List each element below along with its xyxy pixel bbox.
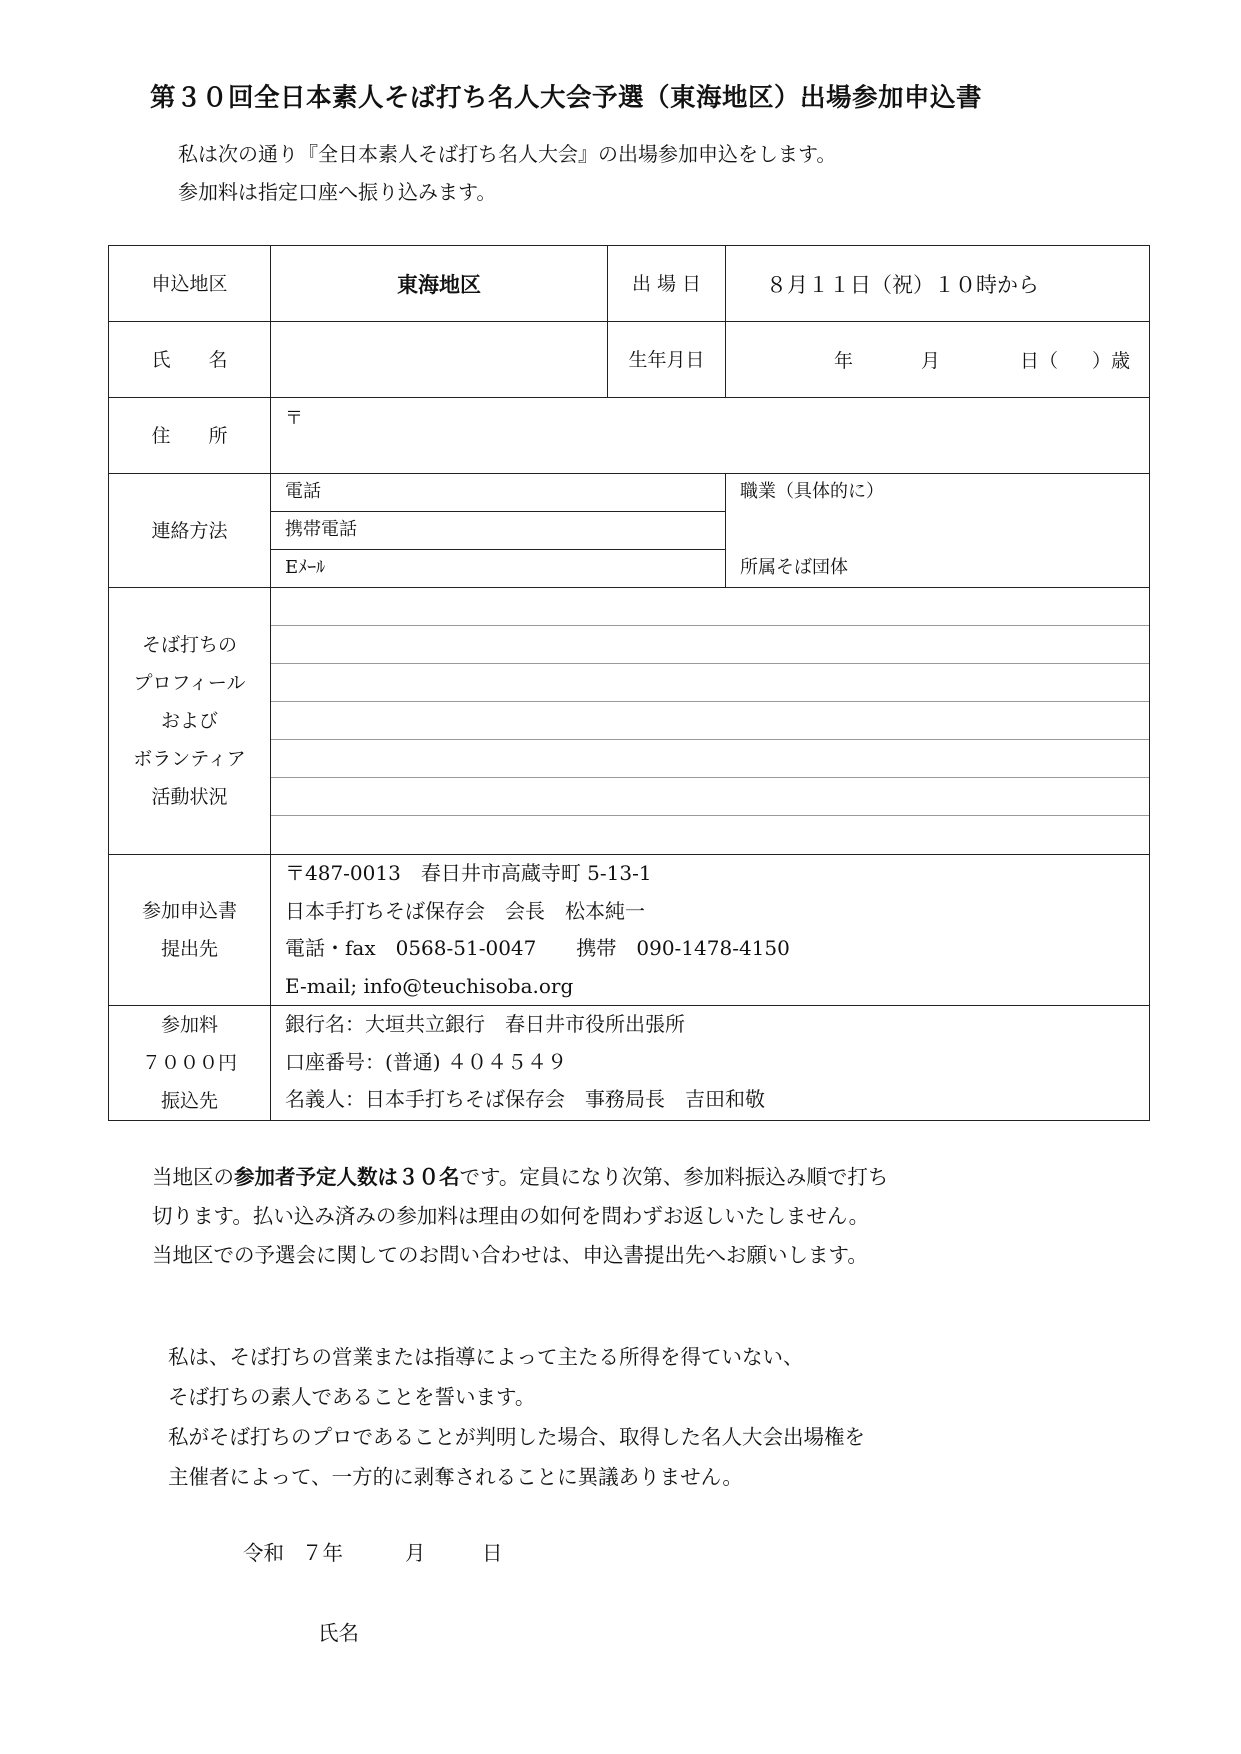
date-label: 出 場 日 xyxy=(608,246,726,322)
region-value: 東海地区 xyxy=(271,246,608,322)
pledge-line-4: 主催者によって、一方的に剥奪されることに異議ありません。 xyxy=(168,1465,743,1489)
submit-line-postal: 〒487-0013 春日井市高蔵寺町 5-13-1 xyxy=(285,861,652,885)
note-line-2: 切ります。払い込み済みの参加料は理由の如何を問わずお返しいたしません。 xyxy=(152,1204,870,1228)
submit-line-phone: 電話・fax 0568-51-0047 携帯 090-1478-4150 xyxy=(285,936,790,960)
note-line-1-pre: 当地区の xyxy=(152,1165,234,1189)
birth-month: 月 xyxy=(921,350,941,372)
application-form xyxy=(108,245,1150,1121)
birth-year: 年 xyxy=(834,350,854,372)
signature-label: 氏名 xyxy=(318,1621,359,1645)
profile-label-line: および xyxy=(160,710,218,732)
profile-rule xyxy=(271,702,1149,740)
region-label: 申込地区 xyxy=(109,246,271,322)
name-field[interactable] xyxy=(271,322,608,398)
fee-label-line: 振込先 xyxy=(160,1090,218,1112)
mobile-field[interactable]: 携帯電話 xyxy=(271,512,725,550)
profile-rule xyxy=(271,588,1149,626)
intro-line-2: 参加料は指定口座へ振り込みます。 xyxy=(178,180,497,204)
date-era: 令和 xyxy=(243,1541,284,1565)
postal-mark: 〒 xyxy=(285,408,303,429)
email-field[interactable]: Eﾒｰﾙ xyxy=(285,557,326,578)
bank-holder: 名義人：日本手打ちそば保存会 事務局長 吉田和敬 xyxy=(285,1087,765,1111)
birth-label: 生年月日 xyxy=(608,322,726,398)
submit-label-line: 参加申込書 xyxy=(141,900,237,922)
note-line-1 xyxy=(152,1160,888,1190)
fee-label xyxy=(109,1006,271,1121)
birth-day: 日（ xyxy=(1020,350,1059,372)
bank-account: 口座番号：(普通) ４０４５４９ xyxy=(285,1049,567,1074)
submit-line-org: 日本手打ちそば保存会 会長 松本純一 xyxy=(285,898,645,923)
profile-rule xyxy=(271,778,1149,816)
profile-rule xyxy=(271,664,1149,702)
date-day: 日 xyxy=(482,1541,503,1565)
submit-label xyxy=(109,855,271,1006)
contact-label: 連絡方法 xyxy=(109,474,271,588)
profile-label-line: そば打ちの xyxy=(141,634,237,656)
profile-label-line: 活動状況 xyxy=(151,786,228,808)
note-line-3: 当地区での予選会に関してのお問い合わせは、申込書提出先へお願いします。 xyxy=(152,1243,868,1267)
date-month: 月 xyxy=(405,1541,426,1565)
note-capacity: 参加者予定人数は３０名 xyxy=(234,1165,460,1189)
fee-label-line: 参加料 xyxy=(160,1014,218,1036)
profile-field[interactable] xyxy=(271,588,1150,855)
date-year: ７年 xyxy=(302,1541,343,1565)
phone-field[interactable]: 電話 xyxy=(271,474,725,512)
group-field[interactable]: 所属そば団体 xyxy=(740,557,848,578)
birth-age: ）歳 xyxy=(1092,350,1131,372)
profile-label xyxy=(109,588,271,855)
pledge-line-2: そば打ちの素人であることを誓います。 xyxy=(168,1385,536,1409)
name-label: 氏 名 xyxy=(109,322,271,398)
note-line-1-post: です。定員になり次第、参加料振込み順で打ち xyxy=(459,1165,889,1189)
address-field[interactable] xyxy=(271,398,1150,474)
profile-rule xyxy=(271,740,1149,778)
bank-info xyxy=(271,1006,1150,1121)
profile-rule xyxy=(271,816,1149,854)
fee-label-line: ７０００円 xyxy=(141,1052,237,1074)
intro-line-1: 私は次の通り『全日本素人そば打ち名人大会』の出場参加申込をします。 xyxy=(178,142,837,166)
job-field[interactable]: 職業（具体的に） xyxy=(740,481,884,502)
contact-fields xyxy=(271,474,726,588)
date-value: ８月１１日（祝）１０時から xyxy=(726,246,1150,322)
submit-address xyxy=(271,855,1150,1006)
page-title: 第３０回全日本素人そば打ち名人大会予選（東海地区）出場参加申込書 xyxy=(150,83,983,113)
profile-label-line: ボランティア xyxy=(133,748,246,770)
pledge-line-1: 私は、そば打ちの営業または指導によって主たる所得を得ていない、 xyxy=(168,1345,804,1369)
bank-name: 銀行名：大垣共立銀行 春日井市役所出張所 xyxy=(285,1012,685,1036)
pledge-line-3: 私がそば打ちのプロであることが判明した場合、取得した名人大会出場権を xyxy=(168,1425,865,1449)
birth-field[interactable] xyxy=(726,322,1150,398)
address-label: 住 所 xyxy=(109,398,271,474)
job-group-cell xyxy=(726,474,1150,588)
submit-line-email: E-mail; info@teuchisoba.org xyxy=(285,973,574,998)
profile-label-line: プロフィール xyxy=(133,672,246,694)
submit-label-line: 提出先 xyxy=(160,938,218,960)
profile-rule xyxy=(271,626,1149,664)
